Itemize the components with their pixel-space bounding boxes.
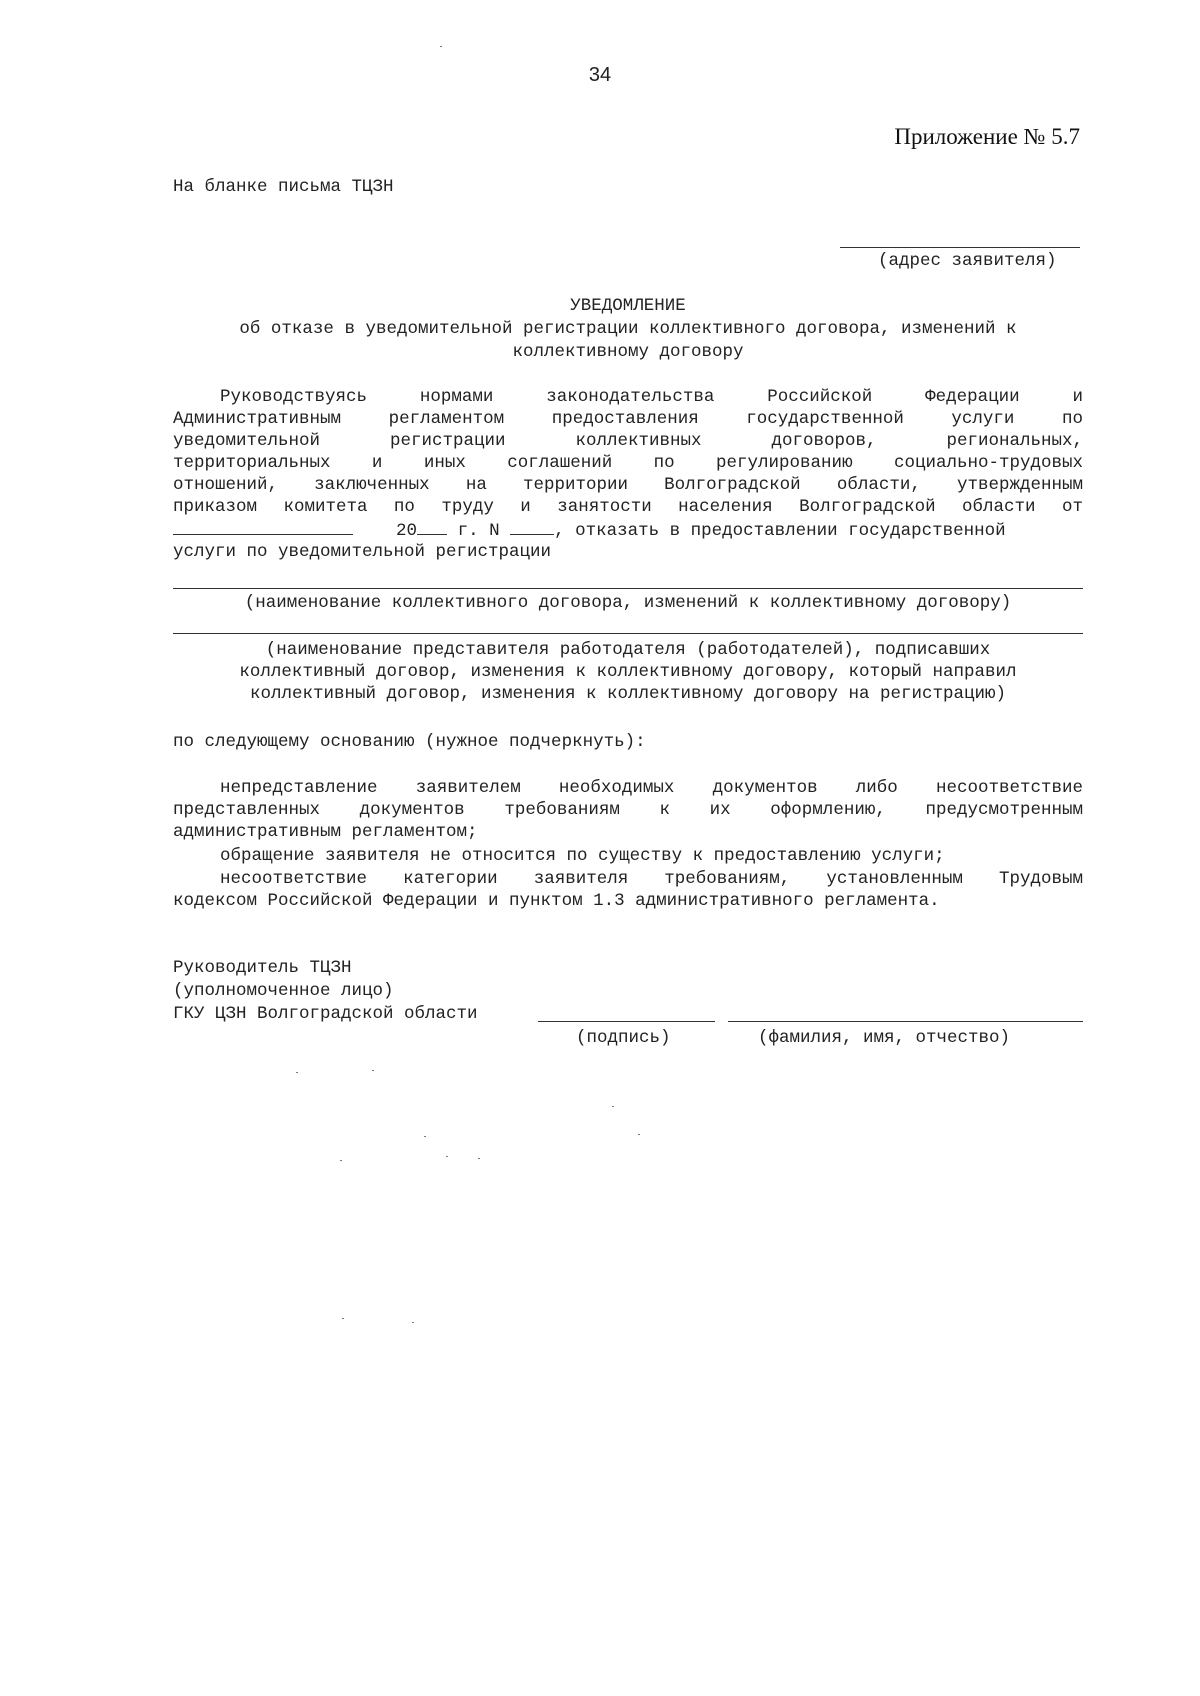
body-line-4: территориальных и иных соглашений по регулированию социально-трудовых — [173, 453, 1083, 473]
body-line-1: Руководствуясь нормами законодательства Российской Федерации и — [220, 387, 1083, 407]
date-year-prefix: 20 — [396, 521, 418, 541]
scan-speck — [440, 46, 442, 47]
full-name-line — [728, 1021, 1083, 1022]
body-line-6: приказом комитета по труду и занятости населения Волгоградской области от — [173, 497, 1083, 517]
scan-speck — [412, 1322, 414, 1323]
ground-1-line-1: непредставление заявителем необходимых документов либо несоответствие — [220, 778, 1083, 798]
address-line — [840, 247, 1080, 248]
address-caption: (адрес заявителя) — [878, 251, 1057, 271]
body-last-line: услуги по уведомительной регистрации — [173, 542, 552, 562]
employer-caption-line-1: (наименование представителя работодателя (работодателей), подписавших — [265, 640, 991, 660]
full-name-caption: (фамилия, имя, отчество) — [758, 1028, 1011, 1048]
scan-speck — [424, 1136, 426, 1137]
scan-speck — [296, 1072, 298, 1073]
employer-name-line — [173, 633, 1083, 634]
ground-1-line-2: представленных документов требованиям к их оформлению, предусмотренным — [173, 800, 1083, 820]
scan-speck — [478, 1158, 480, 1159]
signature-line — [538, 1021, 715, 1022]
date-line-rest: , отказать в предоставлении государственной — [554, 521, 1006, 541]
ground-3-line-1: несоответствие категории заявителя требованиям, установленным Трудовым — [220, 869, 1083, 889]
body-line-3: уведомительной регистрации коллективных договоров, региональных, — [173, 431, 1083, 451]
signatory-authorized: (уполномоченное лицо) — [173, 981, 394, 1001]
date-g-n: г. N — [457, 521, 500, 541]
grounds-intro: по следующему основанию (нужное подчеркнуть): — [173, 732, 646, 752]
letterhead-note: На бланке письма ТЦЗН — [173, 177, 394, 197]
scan-speck — [372, 1070, 374, 1071]
employer-caption-line-2: коллективный договор, изменения к коллективному договору, который направил — [239, 662, 1017, 682]
notice-subtitle-line-2: коллективному договору — [512, 342, 744, 362]
date-year-blank — [417, 518, 447, 535]
order-number-blank — [510, 518, 554, 535]
employer-caption-line-3: коллективный договор, изменения к коллективному договору на регистрацию) — [249, 684, 1007, 704]
ground-2: обращение заявителя не относится по существу к предоставлению услуги; — [220, 846, 945, 866]
signatory-organization: ГКУ ЦЗН Волгоградской области — [173, 1004, 478, 1024]
body-line-2: Административным регламентом предоставления государственной услуги по — [173, 409, 1083, 429]
body-line-5: отношений, заключенных на территории Волгоградской области, утвержденным — [173, 475, 1083, 495]
notice-subtitle-line-1: об отказе в уведомительной регистрации коллективного договора, изменений к — [239, 319, 1017, 339]
page-number: 34 — [588, 64, 612, 86]
scan-speck — [340, 1160, 342, 1161]
signatory-title: Руководитель ТЦЗН — [173, 958, 352, 978]
signature-caption: (подпись) — [576, 1028, 671, 1048]
ground-1-line-3: административным регламентом; — [173, 822, 478, 842]
annex-label: Приложение № 5.7 — [894, 124, 1080, 149]
scan-speck — [342, 1318, 344, 1319]
ground-3-line-2: кодексом Российской Федерации и пунктом 1.3 административного регламента. — [173, 891, 940, 911]
agreement-caption: (наименование коллективного договора, изменений к коллективному договору) — [244, 593, 1012, 613]
agreement-name-line — [173, 588, 1083, 589]
scan-speck — [638, 1134, 640, 1135]
notice-title: УВЕДОМЛЕНИЕ — [570, 296, 686, 316]
scan-speck — [612, 1106, 614, 1107]
date-line — [173, 518, 1083, 542]
scan-speck — [446, 1156, 448, 1157]
date-day-month-blank — [173, 518, 353, 535]
